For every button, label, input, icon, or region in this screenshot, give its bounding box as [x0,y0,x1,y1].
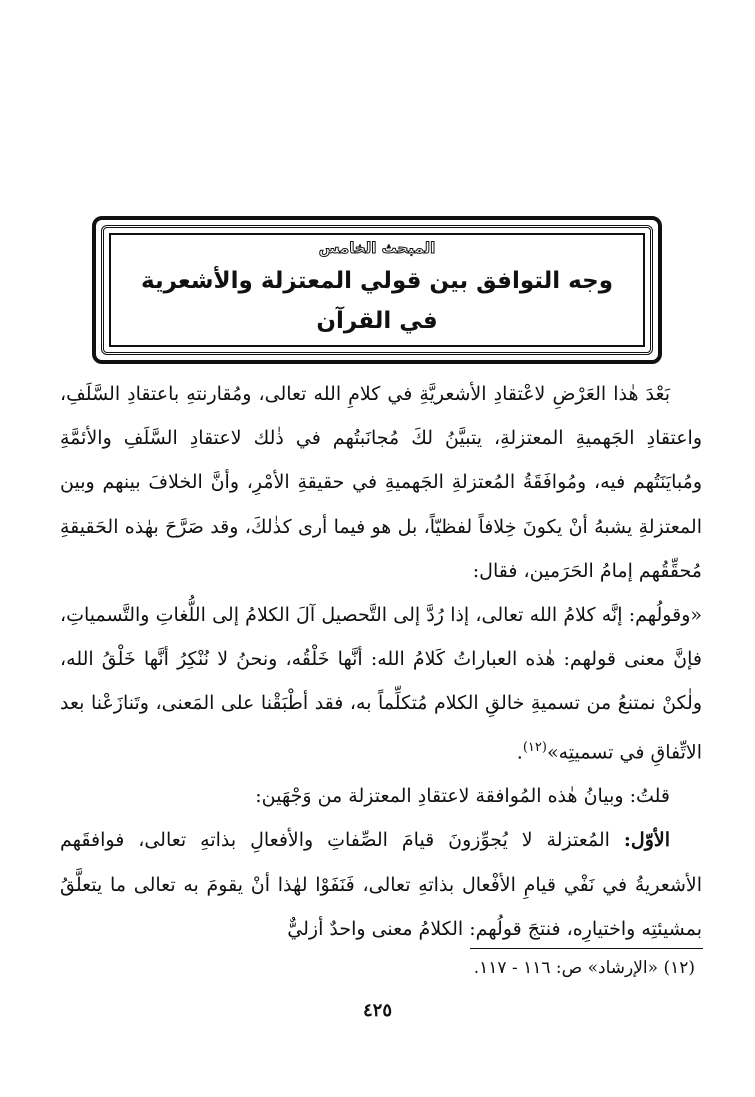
footnote-reference: (١٢) [522,739,547,755]
section-label: المبحث الخامس [318,239,436,257]
quote-text: «وقولُهم: إنَّه كلامُ الله تعالى، إذا رُدَّ إلى التَّحصيل آلَ الكلامُ إلى اللُّغاتِ والتَّسمياتِ، فإنَّ معنى قولهم: هٰذه العباراتُ كَلامُ الله: أنَّها خَلْقُه، ونحنُ لا نُنْكِرُ أنَّها خَلْقُ الله، ولٰكنْ نمتنعُ من تسميةِ خالقِ الكلام مُتكلِّماً به، فقد أطْبَقْنا على المَعنى، وتَنازَعْنا بعد الاتِّفاقِ في تسميتِه» [60,604,702,763]
heading-frame-inner [109,233,645,347]
paragraph-intro: بَعْدَ هٰذا العَرْضِ لاعْتقادِ الأشعريَّةِ في كلامِ الله تعالى، ومُقارنتهِ باعتقادِ السَّلَفِ، واعتقادِ الجَهميةِ المعتزلةِ، يتبيَّنُ لكَ مُجانَبتُهم في ذٰلك لاعتقادِ السَّلَفِ والأئمَّةِ ومُبايَنَتُهم فيه، ومُوافَقَةُ المُعتزلةِ الجَهميةِ في حقيقةِ الأمْرِ، وأنَّ الخلافَ بينهم وبين المعتزلةِ يشبهُ أنْ يكونَ خِلافاً لفظيّاً، بل هو فيما أرى كذٰلكَ، وقد صَرَّحَ بهٰذه الحَقيقةِ مُحقِّقُهم إمامُ الحَرَمين، فقال: [60,383,702,582]
footnote-divider [470,948,703,949]
paragraph-statement: قلتُ: وبيانُ هٰذه المُوافقة لاعتقادِ المعتزلة من وَجْهَين: [255,785,670,808]
paragraph-first-point [60,818,702,951]
first-point-lead: الأوّل: [623,829,670,852]
page-number: ٤٢٥ [362,1000,392,1021]
first-point-text: المُعتزلة لا يُجوِّزونَ قيامَ الصِّفاتِ والأفعالِ بذاتهِ تعالى، فوافقَهم الأشعريةُ في نَفْي قيامِ الأفْعال بذاتهِ تعالى، فَنَفَوْا لهٰذا أنْ يقومَ به تعالى ما يتعلَّقُ بمشيئتِه واختيارِه، فنتجَ قولُهم: الكلامُ معنى واحدٌ أزليٌّ [60,829,702,940]
footnote: (١٢) «الإرشاد» ص: ١١٦ - ١١٧. [473,958,695,978]
section-title-line-1: وجه التوافق بين قولي المعتزلة والأشعرية [141,268,613,294]
quote-end: . [516,740,523,763]
paragraph-quote [60,593,702,774]
section-title-line-2: في القرآن [316,308,438,334]
heading-frame [92,216,662,364]
heading-frame-double-border [101,225,653,355]
body-text [60,372,702,951]
